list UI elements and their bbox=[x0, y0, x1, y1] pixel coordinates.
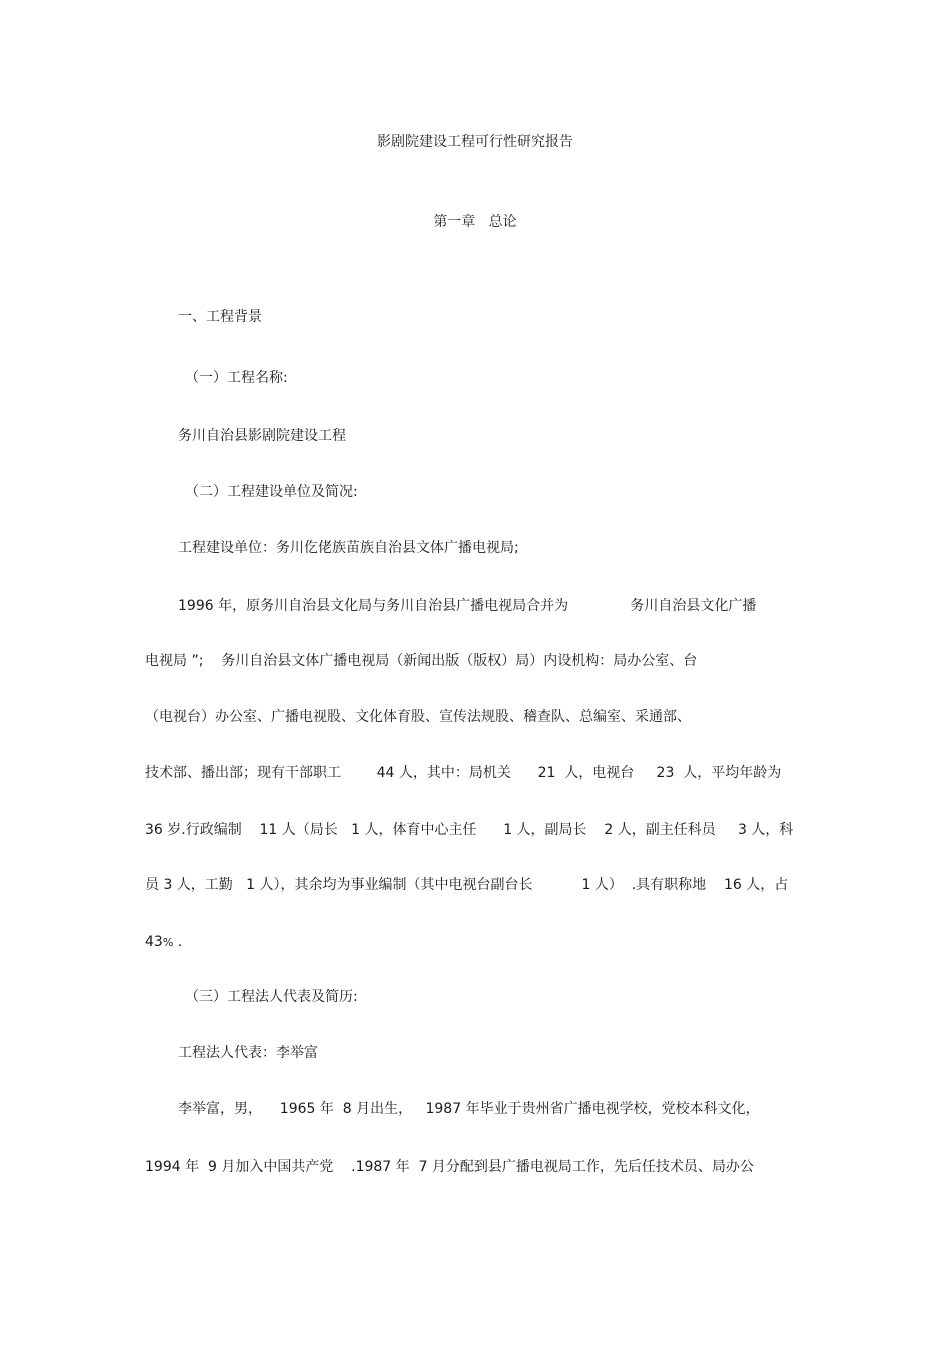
project-name-text: 务川自治县影剧院建设工程 bbox=[178, 428, 346, 444]
paragraph-line: 1994 年 9 月加入中国共产党 .1987 年 7 月分配到县广播电视局工作，先后任技术员、局办公 bbox=[145, 1159, 754, 1175]
construction-unit-text: 工程建设单位：务川仡佬族苗族自治县文体广播电视局; bbox=[178, 540, 519, 556]
subsection-heading-representative: （三）工程法人代表及简历: bbox=[185, 989, 358, 1005]
paragraph-line: 电视局 ”; 务川自治县文体广播电视局（新闻出版（版权）局）内设机构：局办公室、台 bbox=[145, 653, 698, 669]
paragraph-line: （电视台）办公室、广播电视股、文化体育股、宣传法规股、稽查队、总编室、采通部、 bbox=[145, 709, 691, 725]
percent-sign: % bbox=[162, 936, 174, 949]
paragraph-line: 李举富，男， 1965 年 8 月出生， 1987 年毕业于贵州省广播电视学校，党校本科文化， bbox=[178, 1101, 760, 1117]
representative-text: 工程法人代表：李举富 bbox=[178, 1045, 318, 1061]
paragraph-line: 技术部、播出部；现有干部职工 44 人，其中：局机关 21 人，电视台 23 人，平均年龄为 bbox=[145, 765, 782, 781]
chapter-heading: 第一章 总论 bbox=[433, 214, 517, 230]
paragraph-line: 1996 年，原务川自治县文化局与务川自治县广播电视局合并为 务川自治县文化广播 bbox=[178, 598, 757, 614]
subsection-heading-name: （一）工程名称: bbox=[185, 370, 288, 386]
period: . bbox=[173, 934, 183, 950]
subsection-heading-unit: （二）工程建设单位及简况: bbox=[185, 484, 358, 500]
paragraph-line-percentage bbox=[145, 932, 182, 953]
paragraph-line: 员 3 人，工勤 1 人），其余均为事业编制（其中电视台副台长 1 人） .具有职称地 16 人，占 bbox=[145, 877, 789, 893]
document-title: 影剧院建设工程可行性研究报告 bbox=[377, 134, 573, 150]
percentage-value: 43 bbox=[145, 934, 163, 950]
section-heading: 一、工程背景 bbox=[178, 309, 262, 325]
paragraph-line: 36 岁.行政编制 11 人（局长 1 人，体育中心主任 1 人，副局长 2 人，副主任科员 3 人，科 bbox=[145, 822, 794, 838]
